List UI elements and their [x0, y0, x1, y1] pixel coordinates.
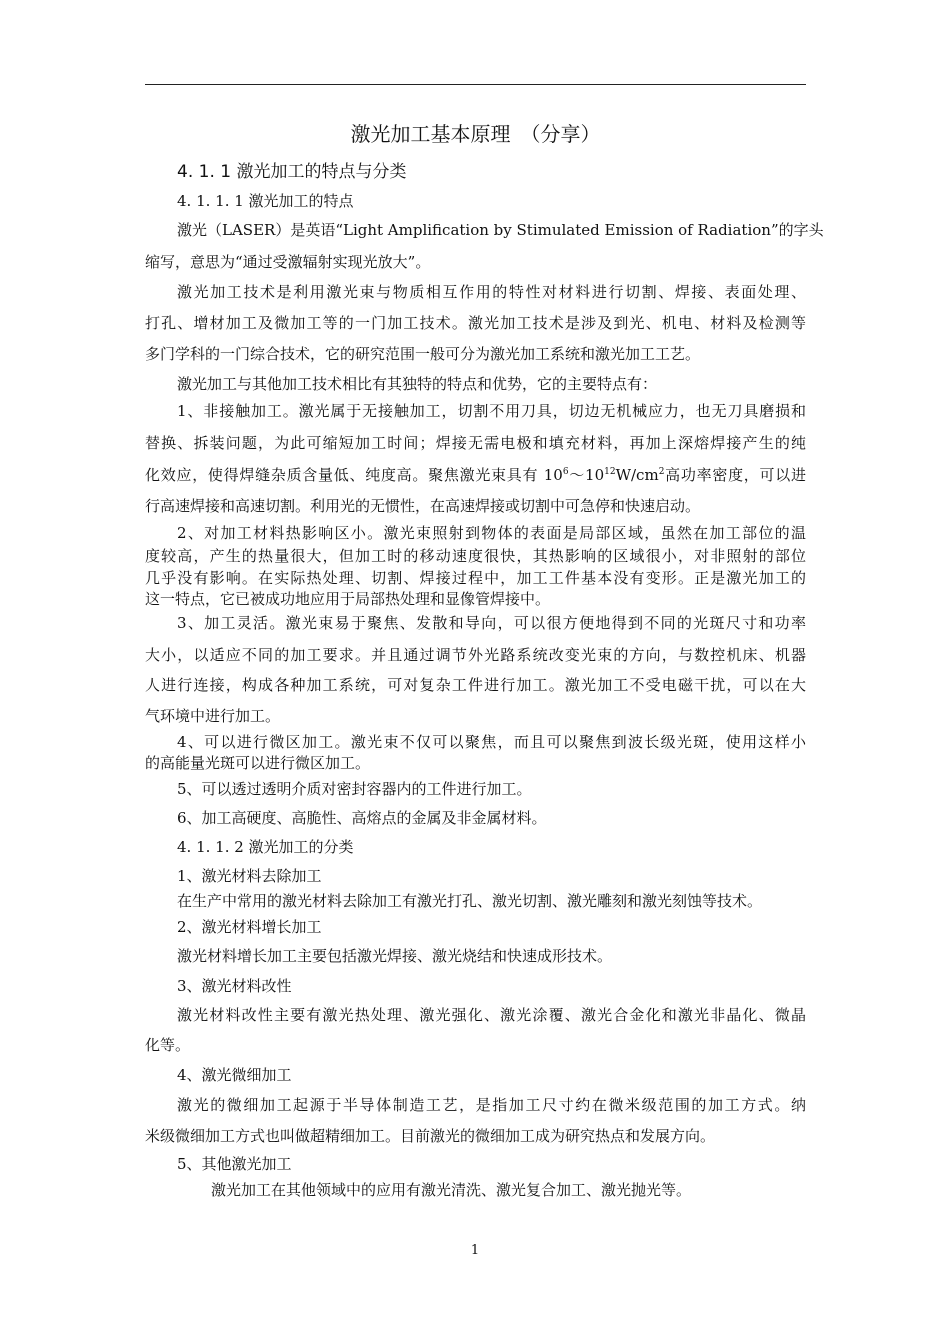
category-text: 激光的微细加工起源于半导体制造工艺，是指加工尺寸约在微米级范围的加工方式。纳 [177, 1096, 806, 1114]
list-item-line: 这一特点，它已被成功地应用于局部热处理和显像管焊接中。 [145, 590, 551, 608]
superscript: 12 [604, 467, 616, 477]
category-heading: 1、激光材料去除加工 [177, 867, 322, 885]
category-text: 激光材料增长加工主要包括激光焊接、激光烧结和快速成形技术。 [177, 947, 613, 965]
list-item-line: 1、非接触加工。激光属于无接触加工，切割不用刀具，切边无机械应力，也无刀具磨损和 [177, 402, 806, 420]
list-item-line: 替换、拆装问题，为此可缩短加工时间；焊接无需电极和填充材料，再加上深熔焊接产生的纯 [145, 434, 806, 452]
text-segment: W/cm [615, 466, 659, 484]
category-text: 在生产中常用的激光材料去除加工有激光打孔、激光切割、激光雕刻和激光刻蚀等技术。 [177, 892, 763, 910]
list-item-line-with-superscripts [145, 468, 806, 483]
list-item-line: 气环境中进行加工。 [145, 707, 281, 725]
text-segment: 化效应，使得焊缝杂质含量低、纯度高。聚焦激光束具有 10 [145, 466, 563, 484]
list-item-line: 大小，以适应不同的加工要求。并且通过调节外光路系统改变光束的方向，与数控机床、机器 [145, 646, 806, 664]
paragraph-line: 激光加工与其他加工技术相比有其独特的特点和优势，它的主要特点有： [177, 375, 658, 393]
list-item-line: 几乎没有影响。在实际热处理、切割、焊接过程中，加工工件基本没有变形。正是激光加工的 [145, 569, 806, 587]
paragraph-line: 激光加工技术是利用激光束与物质相互作用的特性对材料进行切割、焊接、表面处理、 [177, 283, 806, 301]
list-item-line: 行高速焊接和高速切割。利用光的无惯性，在高速焊接或切割中可急停和快速启动。 [145, 497, 701, 515]
paragraph-line: 缩写，意思为“通过受激辐射实现光放大”。 [145, 253, 431, 271]
paragraph-line: 激光（LASER）是英语“Light Amplification by Stimulated Emission of Radiation”的字头 [177, 221, 824, 239]
category-heading: 2、激光材料增长加工 [177, 918, 322, 936]
category-text: 化等。 [145, 1036, 191, 1054]
category-heading: 3、激光材料改性 [177, 977, 292, 995]
header-rule [145, 84, 806, 85]
list-item-line: 2、对加工材料热影响区小。激光束照射到物体的表面是局部区域，虽然在加工部位的温 [177, 524, 806, 542]
superscript: 2 [658, 467, 665, 477]
text-segment: ～10 [568, 466, 605, 484]
section-heading: 4. 1. 1 激光加工的特点与分类 [177, 162, 407, 182]
page-number: 1 [470, 1243, 480, 1258]
text-segment: 高功率密度，可以进 [664, 466, 806, 484]
list-item-line: 6、加工高硬度、高脆性、高熔点的金属及非金属材料。 [177, 809, 547, 827]
superscript: 6 [562, 467, 569, 477]
list-item-line: 4、可以进行微区加工。激光束不仅可以聚焦，而且可以聚焦到波长级光斑，使用这样小 [177, 733, 806, 751]
list-item-line: 度较高，产生的热量很大，但加工时的移动速度很快，其热影响的区域很小，对非照射的部位 [145, 547, 806, 565]
list-item-line: 的高能量光斑可以进行微区加工。 [145, 754, 371, 772]
document-title: 激光加工基本原理 （分享） [350, 122, 601, 146]
paragraph-line: 打孔、增材加工及微加工等的一门加工技术。激光加工技术是涉及到光、机电、材料及检测等 [145, 314, 806, 332]
subsection-heading-2: 4. 1. 1. 2 激光加工的分类 [177, 838, 354, 856]
list-item-line: 3、加工灵活。激光束易于聚焦、发散和导向，可以很方便地得到不同的光斑尺寸和功率 [177, 614, 806, 632]
category-heading: 5、其他激光加工 [177, 1155, 292, 1173]
category-text: 米级微细加工方式也叫做超精细加工。目前激光的微细加工成为研究热点和发展方向。 [145, 1127, 716, 1145]
subsection-heading-1: 4. 1. 1. 1 激光加工的特点 [177, 192, 354, 210]
category-text: 激光材料改性主要有激光热处理、激光强化、激光涂覆、激光合金化和激光非晶化、微晶 [177, 1006, 806, 1024]
list-item-line: 5、可以透过透明介质对密封容器内的工件进行加工。 [177, 780, 532, 798]
paragraph-line: 多门学科的一门综合技术，它的研究范围一般可分为激光加工系统和激光加工工艺。 [145, 345, 701, 363]
category-heading: 4、激光微细加工 [177, 1066, 292, 1084]
category-text: 激光加工在其他领域中的应用有激光清洗、激光复合加工、激光抛光等。 [211, 1181, 692, 1199]
list-item-line: 人进行连接，构成各种加工系统，可对复杂工件进行加工。激光加工不受电磁干扰，可以在大 [145, 676, 806, 694]
